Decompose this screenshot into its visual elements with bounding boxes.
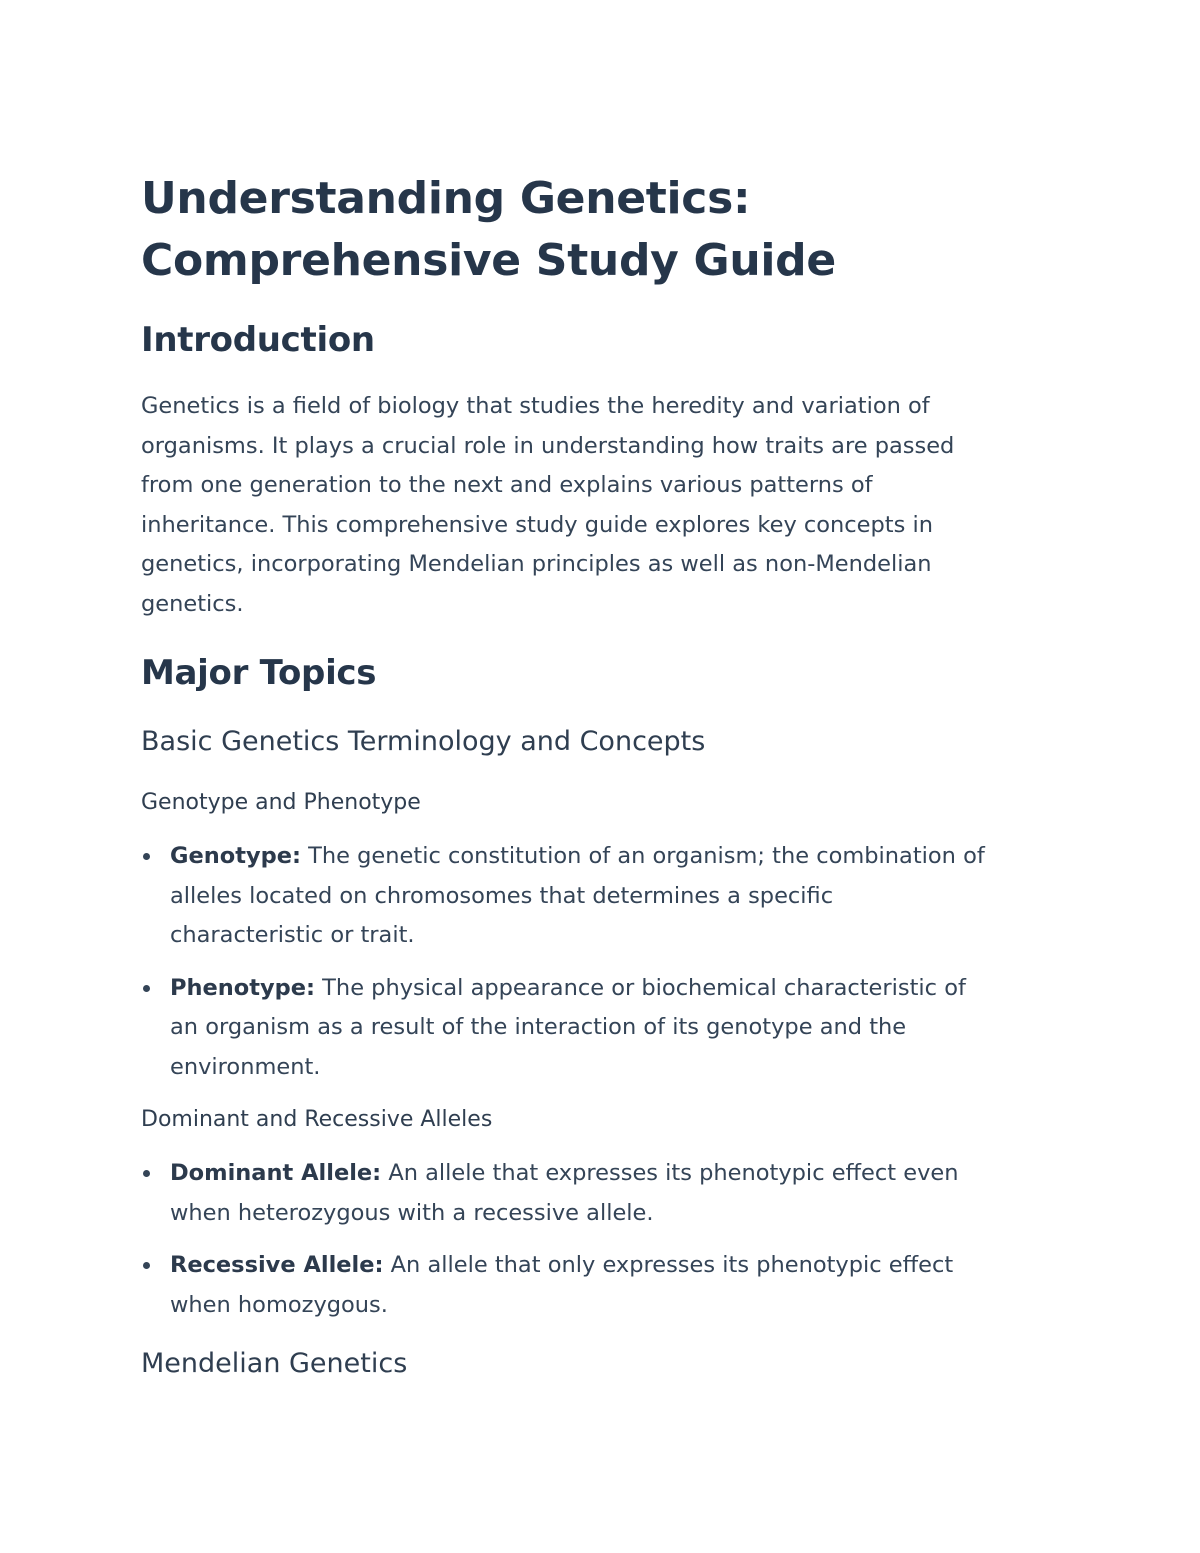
term-genotype: Genotype: xyxy=(170,843,301,869)
term-recessive-allele: Recessive Allele: xyxy=(170,1252,384,1279)
definition-text: characteristic or trait. xyxy=(170,922,415,949)
term-phenotype: Phenotype: xyxy=(170,974,316,1001)
definition-text: when heterozygous with a recessive allele. xyxy=(170,1199,654,1226)
document-title xyxy=(141,168,836,292)
definition-text: alleles located on chromosomes that determines a specific xyxy=(170,882,834,909)
alleles-list xyxy=(141,1154,1061,1338)
list-item-phenotype xyxy=(141,969,1061,1088)
title-line-1: Understanding Genetics: xyxy=(141,173,751,224)
intro-line: inheritance. This comprehensive study guide explores key concepts in xyxy=(141,511,934,538)
definition-text: environment. xyxy=(170,1053,321,1080)
mendelian-genetics-heading: Mendelian Genetics xyxy=(141,1348,408,1379)
bullet-icon xyxy=(143,1262,150,1269)
intro-line: Genetics is a field of biology that studies the heredity and variation of xyxy=(141,393,930,419)
alleles-heading: Dominant and Recessive Alleles xyxy=(141,1107,493,1132)
bullet-icon xyxy=(143,985,150,992)
list-item-recessive-allele xyxy=(141,1246,1061,1325)
definition-text: The physical appearance or biochemical characteristic of xyxy=(315,974,966,1001)
intro-line: genetics, incorporating Mendelian principles as well as non-Mendelian xyxy=(141,551,932,578)
definition-text: when homozygous. xyxy=(170,1291,388,1318)
intro-line: from one generation to the next and explains various patterns of xyxy=(141,472,873,499)
definition-text: An allele that only expresses its phenotypic effect xyxy=(383,1252,954,1279)
list-item-dominant-allele xyxy=(141,1154,1061,1233)
definition-text: The genetic constitution of an organism; the combination of xyxy=(301,843,985,869)
intro-line: genetics. xyxy=(141,590,244,617)
bullet-icon xyxy=(143,1170,150,1177)
definition-text: An allele that expresses its phenotypic effect even xyxy=(381,1160,959,1186)
title-line-2: Comprehensive Study Guide xyxy=(141,235,836,286)
basic-terminology-heading: Basic Genetics Terminology and Concepts xyxy=(141,726,706,757)
introduction-paragraph xyxy=(141,387,954,625)
bullet-icon xyxy=(143,853,150,860)
intro-line: organisms. It plays a crucial role in understanding how traits are passed xyxy=(141,432,955,459)
genotype-phenotype-list xyxy=(141,837,1061,1101)
introduction-heading: Introduction xyxy=(141,320,375,360)
definition-text: an organism as a result of the interaction of its genotype and the xyxy=(170,1014,907,1041)
term-dominant-allele: Dominant Allele: xyxy=(170,1160,382,1186)
genotype-phenotype-heading: Genotype and Phenotype xyxy=(141,790,421,815)
major-topics-heading: Major Topics xyxy=(141,653,377,693)
list-item-genotype xyxy=(141,837,1061,956)
